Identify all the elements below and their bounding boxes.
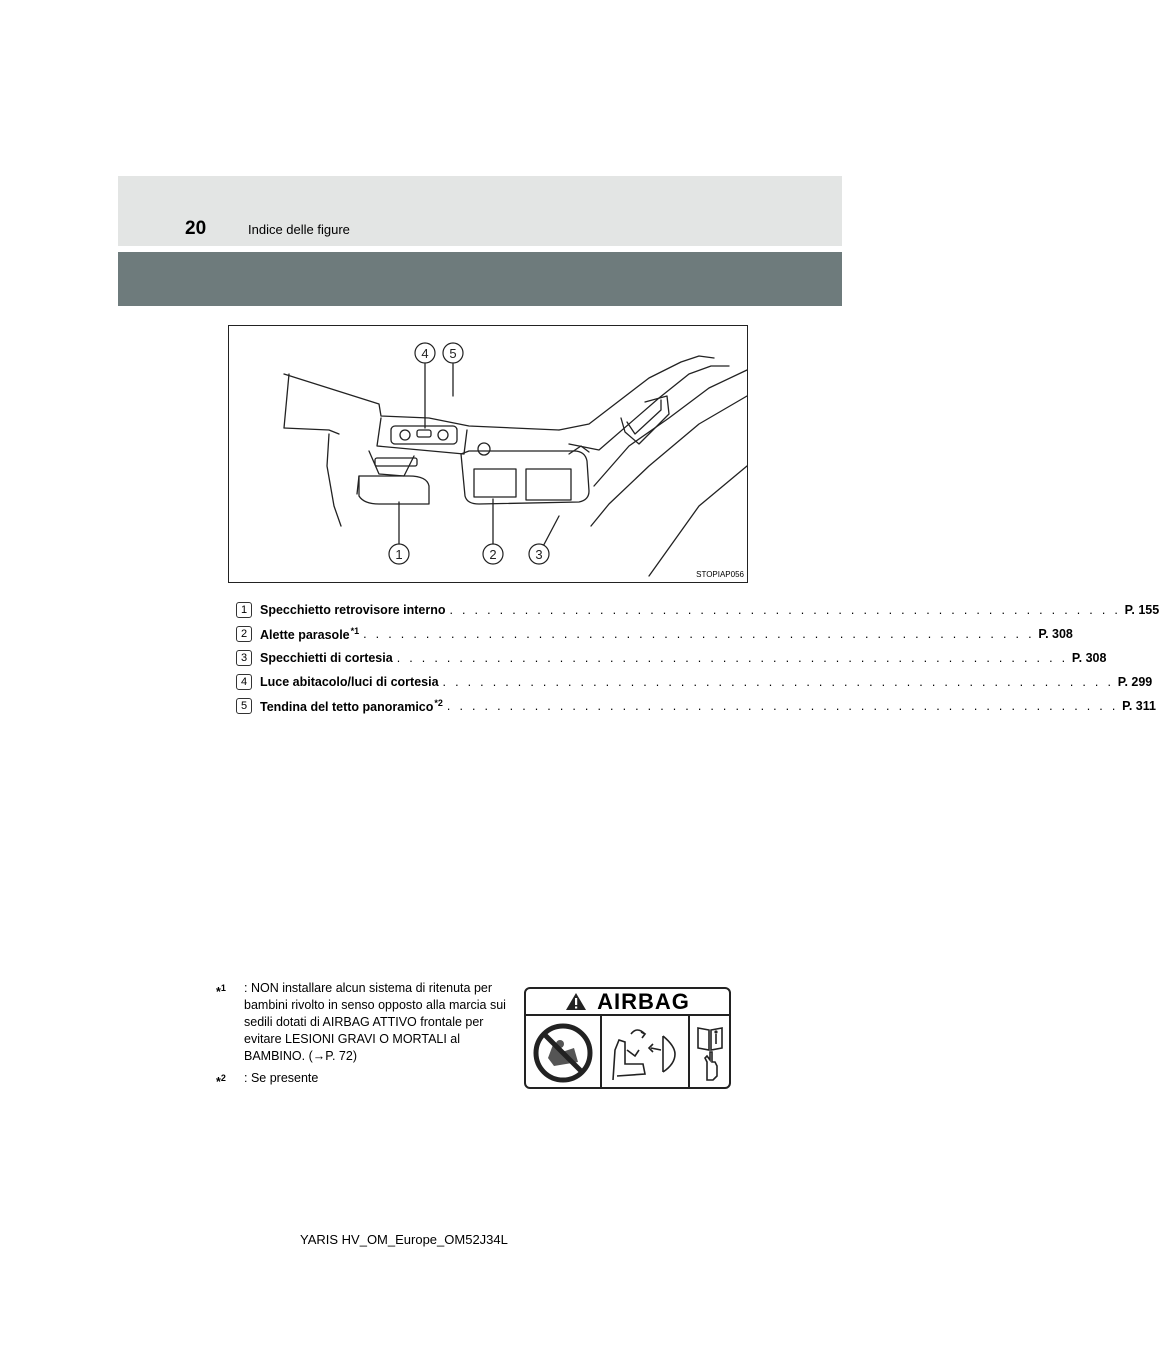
legend-item-4 — [236, 672, 1153, 692]
footnote-1 — [216, 980, 506, 1065]
dot-leader: . . . . . . . . . . . . . . . . . . . . . . . . . . . . . . . . . . . . . . . . . . . . . . . . . . . . . . — [449, 603, 1121, 617]
footnote-2 — [216, 1070, 506, 1090]
page-reference[interactable]: P. 311 — [1122, 699, 1156, 713]
callout-1: 1 — [395, 547, 403, 562]
legend-label: Specchietto retrovisore interno — [260, 603, 446, 617]
footnote-mark: *$^1$ — [216, 983, 226, 1000]
legend-number-box: 3 — [236, 650, 252, 666]
legend-label: Alette parasole$^{*1}$ — [260, 625, 360, 643]
document-code-footer: YARIS HV_OM_Europe_OM52J34L — [300, 1232, 508, 1247]
page-reference[interactable]: P. 308 — [1071, 651, 1107, 665]
legend-label: Luce abitacolo/luci di cortesia — [260, 675, 439, 689]
figure-code: STOPIAP056 — [696, 570, 744, 579]
footnote-text: : Se presente — [244, 1071, 319, 1085]
dot-leader: . . . . . . . . . . . . . . . . . . . . . . . . . . . . . . . . . . . . . . . . . . . . . . . . . . . . . . — [363, 627, 1035, 641]
page-reference[interactable]: P. 308 — [1038, 627, 1073, 641]
footnote-marker: *2 — [434, 697, 443, 708]
legend-item-3 — [236, 648, 1107, 668]
section-title: Indice delle figure — [248, 222, 350, 237]
page-number: 20 — [185, 218, 207, 239]
footnote-marker: *1 — [350, 625, 360, 636]
footnote-text: : NON installare alcun sistema di ritenuta per bambini rivolto in senso opposto alla marcia sui sedili dotati di AIRBAG ATTIVO frontale per evitare LESIONI GRAVI O MORTALI al BAMBINO. (→P. 72) — [244, 981, 506, 1063]
read-manual-icon — [695, 1022, 725, 1084]
legend-item-5 — [236, 696, 1156, 716]
legend-number-box: 2 — [236, 626, 252, 642]
legend-label: Tendina del tetto panoramico$^{*2}$ — [260, 697, 443, 715]
read-manual-cell — [690, 1016, 729, 1089]
airbag-label-title: AIRBAG — [597, 988, 690, 1014]
callout-5: 5 — [449, 346, 457, 361]
legend-number-box: 5 — [236, 698, 252, 714]
warning-triangle-icon — [565, 992, 587, 1011]
page-reference[interactable]: P. 299 — [1117, 675, 1153, 689]
roof-illustration — [229, 326, 747, 582]
callout-4: 4 — [421, 346, 429, 361]
no-child-seat-cell — [526, 1016, 602, 1089]
airbag-label-header — [526, 989, 729, 1016]
callout-3: 3 — [535, 547, 543, 562]
dot-leader: . . . . . . . . . . . . . . . . . . . . . . . . . . . . . . . . . . . . . . . . . . . . . . . . . . . . . . — [442, 675, 1114, 689]
dot-leader: . . . . . . . . . . . . . . . . . . . . . . . . . . . . . . . . . . . . . . . . . . . . . . . . . . . . . . — [446, 699, 1119, 713]
page-reference[interactable]: P. 155 — [1124, 603, 1159, 617]
footnote-mark: *$^2$ — [216, 1073, 226, 1090]
prohibited-child-seat-icon — [532, 1022, 594, 1084]
legend-item-1 — [236, 600, 1159, 620]
seat-airbag-diagram-cell — [602, 1016, 690, 1089]
dot-leader: . . . . . . . . . . . . . . . . . . . . . . . . . . . . . . . . . . . . . . . . . . . . . . . . . . . . . . — [396, 651, 1068, 665]
legend-item-2 — [236, 624, 1073, 644]
callout-2: 2 — [489, 547, 497, 562]
seat-airbag-diagram-icon — [605, 1020, 685, 1086]
airbag-warning-label — [524, 987, 731, 1089]
header-band — [118, 176, 842, 246]
legend-number-box: 1 — [236, 602, 252, 618]
legend-label: Specchietti di cortesia — [260, 651, 393, 665]
section-banner — [118, 252, 842, 306]
legend-number-box: 4 — [236, 674, 252, 690]
interior-roof-figure — [228, 325, 748, 583]
